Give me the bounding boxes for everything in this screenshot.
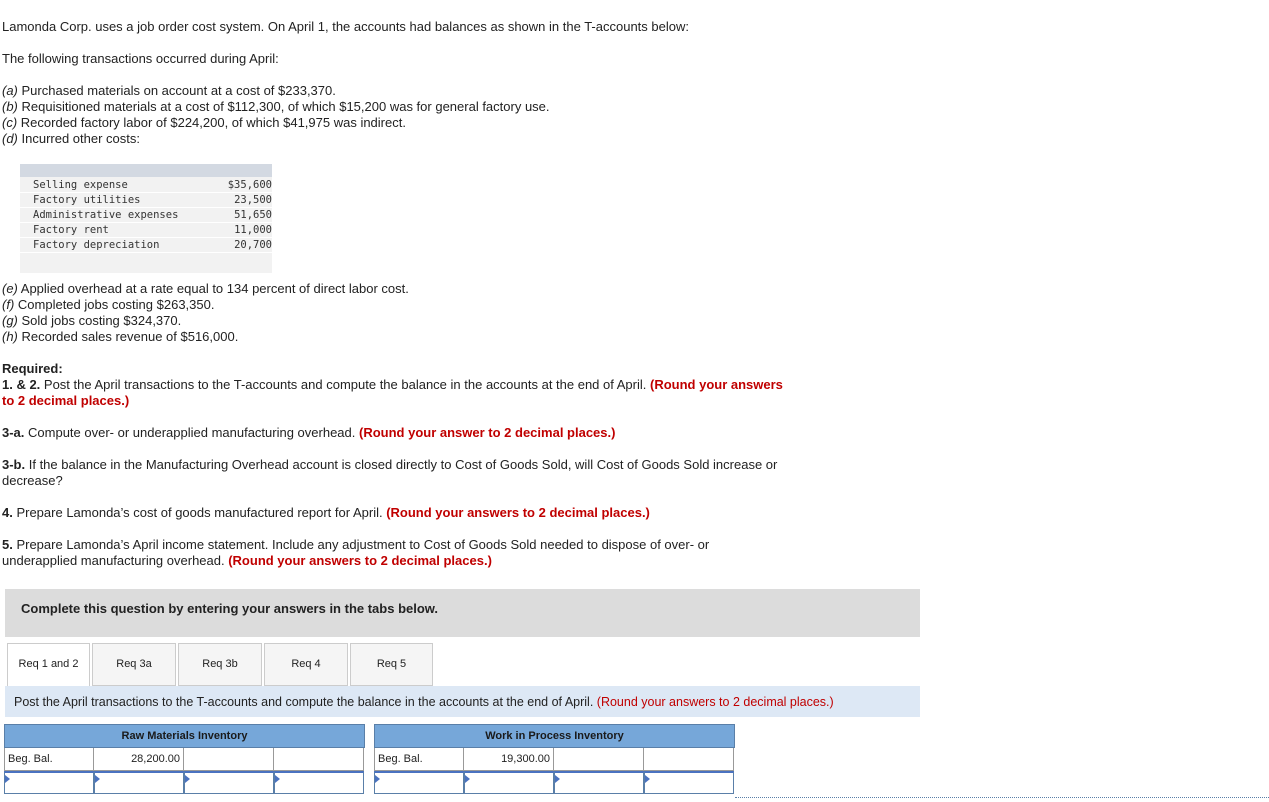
req-text: Prepare Lamonda’s cost of goods manufactured report for April. — [12, 505, 387, 520]
credit-label-select[interactable] — [184, 771, 274, 794]
other-costs-table — [20, 164, 272, 273]
transaction-a — [2, 83, 336, 99]
transaction-c — [2, 115, 406, 131]
debit-amount-input[interactable] — [464, 771, 554, 794]
transaction-label: (e) — [2, 281, 18, 296]
credit-label-cell[interactable] — [184, 748, 274, 771]
transaction-text: Recorded sales revenue of $516,000. — [17, 329, 239, 344]
t-account-title: Raw Materials Inventory — [4, 724, 365, 748]
t-account-raw-materials — [4, 724, 365, 794]
credit-amount-input[interactable] — [274, 771, 364, 794]
table-row — [20, 193, 272, 208]
transaction-label: (b) — [2, 99, 18, 114]
transaction-e — [2, 281, 409, 297]
transaction-h — [2, 329, 238, 345]
table-row — [374, 748, 735, 771]
transaction-g — [2, 313, 181, 329]
tab-req-3a[interactable]: Req 3a — [92, 643, 176, 686]
tab-req-1-and-2[interactable]: Req 1 and 2 — [7, 643, 90, 686]
required-5 — [2, 537, 709, 553]
credit-amount-cell[interactable] — [274, 748, 364, 771]
table-row — [4, 748, 365, 771]
table-row — [374, 771, 735, 794]
transaction-label: (d) — [2, 131, 18, 146]
required-3b-cont: decrease? — [2, 473, 63, 488]
cost-amount: 11,000 — [234, 224, 272, 236]
transaction-text: Requisitioned materials at a cost of $112,300, of which $15,200 was for general factory use. — [17, 99, 550, 114]
transaction-label: (c) — [2, 115, 18, 130]
transaction-text: Incurred other costs: — [17, 131, 141, 146]
cost-amount: 51,650 — [234, 209, 272, 221]
req-note: (Round your answer to 2 decimal places.) — [359, 425, 616, 440]
cost-name: Factory rent — [33, 224, 109, 236]
tab-instruction — [5, 686, 920, 717]
req-note: (Round your answers — [650, 377, 783, 392]
transaction-text: Purchased materials on account at a cost of $233,370. — [17, 83, 336, 98]
req-label: 4. — [2, 505, 13, 520]
req-note: (Round your answers to 2 decimal places.) — [228, 553, 492, 568]
table-row — [20, 208, 272, 223]
t-account-work-in-process — [374, 724, 735, 794]
req-text: If the balance in the Manufacturing Overhead account is closed directly to Cost of Goods Sold, will Cost of Goods Sold increase or — [25, 457, 778, 472]
beg-bal-value: 28,200.00 — [94, 748, 184, 771]
required-1-2 — [2, 377, 783, 393]
beg-bal-label: Beg. Bal. — [4, 748, 94, 771]
beg-bal-label: Beg. Bal. — [374, 748, 464, 771]
intro-text: Lamonda Corp. uses a job order cost system. On April 1, the accounts had balances as shown in the T-accounts below: — [2, 19, 689, 34]
tab-req-3b[interactable]: Req 3b — [178, 643, 262, 686]
cost-name: Selling expense — [33, 179, 128, 191]
debit-label-select[interactable] — [374, 771, 464, 794]
t-account-title: Work in Process Inventory — [374, 724, 735, 748]
credit-amount-cell[interactable] — [644, 748, 734, 771]
transaction-text: Recorded factory labor of $224,200, of which $41,975 was indirect. — [17, 115, 406, 130]
required-3a — [2, 425, 615, 441]
req-text: Prepare Lamonda’s April income statement. Include any adjustment to Cost of Goods Sold needed to dispose of over- or — [12, 537, 710, 552]
tab-req-4[interactable]: Req 4 — [264, 643, 348, 686]
transaction-label: (h) — [2, 329, 18, 344]
required-5-cont — [2, 553, 492, 569]
required-4 — [2, 505, 650, 521]
table-row — [4, 771, 365, 794]
req-label: 1. & 2. — [2, 377, 41, 392]
cost-amount: $35,600 — [227, 179, 272, 191]
instruction-text: Post the April transactions to the T-accounts and compute the balance in the accounts at the end of April. — [14, 695, 597, 709]
transaction-label: (f) — [2, 297, 15, 312]
transaction-text: Completed jobs costing $263,350. — [14, 297, 215, 312]
debit-label-select[interactable] — [4, 771, 94, 794]
instruction-note: (Round your answers to 2 decimal places.) — [596, 695, 834, 709]
tab-req-5[interactable]: Req 5 — [350, 643, 433, 686]
table-row — [20, 238, 272, 253]
req-note: (Round your answers to 2 decimal places.) — [386, 505, 650, 520]
transaction-d — [2, 131, 140, 147]
transaction-text: Sold jobs costing $324,370. — [17, 313, 182, 328]
transaction-f — [2, 297, 214, 313]
transaction-label: (a) — [2, 83, 18, 98]
debit-amount-input[interactable] — [94, 771, 184, 794]
req-label: 5. — [2, 537, 13, 552]
cost-amount: 20,700 — [234, 239, 272, 251]
credit-label-select[interactable] — [554, 771, 644, 794]
instruction-banner: Complete this question by entering your answers in the tabs below. — [5, 589, 920, 637]
required-3b — [2, 457, 777, 473]
req-label: 3-a. — [2, 425, 25, 440]
cost-name: Factory utilities — [33, 194, 141, 206]
cost-name: Administrative expenses — [33, 209, 179, 221]
req-text: underapplied manufacturing overhead. — [2, 553, 229, 568]
cost-amount: 23,500 — [234, 194, 272, 206]
cost-name: Factory depreciation — [33, 239, 160, 251]
table-row — [20, 223, 272, 238]
credit-amount-input[interactable] — [644, 771, 734, 794]
req-text: Compute over- or underapplied manufacturing overhead. — [24, 425, 359, 440]
transaction-label: (g) — [2, 313, 18, 328]
beg-bal-value: 19,300.00 — [464, 748, 554, 771]
required-heading: Required: — [2, 361, 63, 376]
required-1-2-note: to 2 decimal places.) — [2, 393, 130, 408]
table-row — [20, 178, 272, 193]
transaction-b — [2, 99, 550, 115]
credit-label-cell[interactable] — [554, 748, 644, 771]
req-text: Post the April transactions to the T-accounts and compute the balance in the accounts at the end of April. — [40, 377, 650, 392]
transaction-text: Applied overhead at a rate equal to 134 percent of direct labor cost. — [17, 281, 409, 296]
following-text: The following transactions occurred during April: — [2, 51, 279, 66]
req-label: 3-b. — [2, 457, 26, 472]
